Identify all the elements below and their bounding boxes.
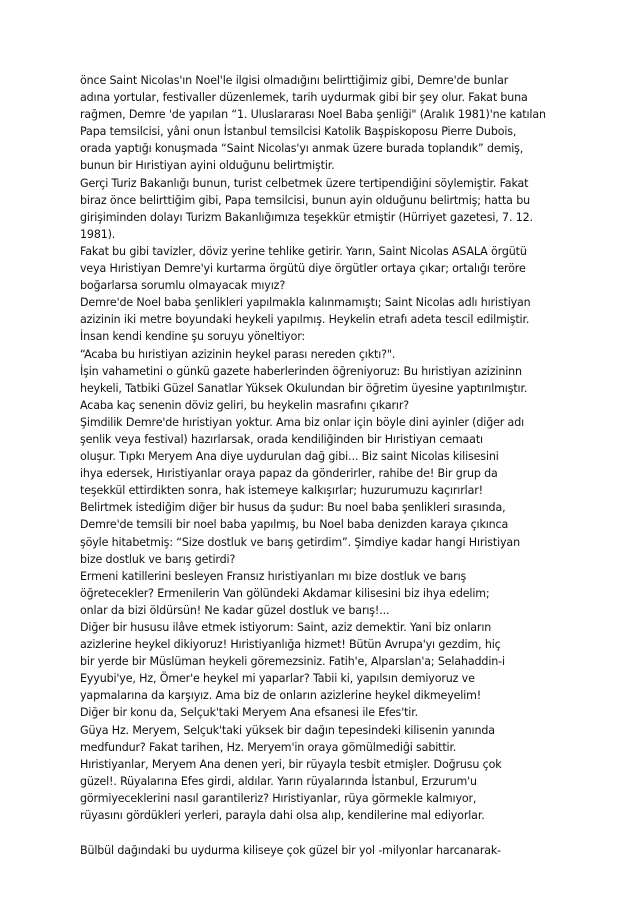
final-line: Bülbül dağındaki bu uydurma kiliseye çok güzel bir yol -milyonlar harcanarak- — [80, 843, 502, 857]
document-page — [80, 72, 566, 859]
text-line: görmiyeceklerini nasıl garantileriz? Hıristiyanlar, rüya görmekle kalmıyor, — [80, 791, 477, 805]
text-line: heykeli, Tatbiki Güzel Sanatlar Yüksek Okulundan bir öğretim üyesine yaptırılmıştır. — [80, 381, 528, 395]
text-line: önce Saint Nicolas'ın Noel'le ilgisi olmadığını belirttiğimiz gibi, Demre'de bunlar — [80, 74, 509, 87]
text-line: İnsan kendi kendine şu soruyu yöneltiyor: — [80, 330, 306, 344]
text-line: azizlerine heykel dikiyoruz! Hıristiyanlığa hizmet! Bütün Avrupa'yı gezdim, hiç — [80, 638, 501, 652]
document-body — [80, 72, 566, 824]
text-line: Acaba kaç senenin döviz geliri, bu heykelin masrafını çıkarır? — [80, 398, 409, 412]
text-line: bize dostluk ve barış getirdi? — [80, 552, 236, 566]
text-line: Papa temsilcisi, yâni onun İstanbul temsilcisi Katolik Başpiskoposu Pierre Dubois, — [80, 125, 517, 139]
text-line: rüyasını gördükleri yerleri, parayla dahi olsa alıp, kendilerine mal ediyorlar. — [80, 809, 485, 823]
text-line: girişiminden dolayı Turizm Bakanlığımıza teşekkür etmiştir (Hürriyet gazetesi, 7. 12. — [80, 210, 533, 224]
text-line: medfundur? Fakat tarihen, Hz. Meryem'in oraya gömülmediği sabittir. — [80, 740, 457, 754]
text-line: Belirtmek istediğim diğer bir husus da şudur: Bu noel baba şenlikleri sırasında, — [80, 501, 506, 515]
text-line: orada yaptığı konuşmada “Saint Nicolas'yı anmak üzere burada toplandık” demiş, — [80, 142, 524, 156]
paragraph-gap — [80, 824, 566, 842]
text-line: Güya Hz. Meryem, Selçuk'taki yüksek bir dağın tepesindeki kilisenin yanında — [80, 723, 495, 737]
text-line: Diğer bir hususu ilâve etmek istiyorum: Saint, aziz demektir. Yani biz onların — [80, 621, 492, 634]
text-line: bir yerde bir Müslüman heykeli göremezsiniz. Fatih'e, Alparslan'a; Selahaddin-i — [80, 655, 505, 669]
text-line: Eyyubi'ye, Hz, Ömer'e heykel mi yaparlar? Tabii ki, yapılsın demiyoruz ve — [80, 672, 475, 686]
text-line: Şimdilik Demre'de hıristiyan yoktur. Ama biz onlar için böyle dini ayinler (diğer adı — [80, 415, 525, 429]
text-line: bunun bir Hıristiyan ayini olduğunu belirtmiştir. — [80, 159, 335, 173]
text-line: biraz önce belirttiğim gibi, Papa temsilcisi, bunun ayin olduğunu belirtmiş; hatta bu — [80, 193, 530, 207]
text-line: oluşur. Tıpkı Meryem Ana diye uydurulan dağ gibi... Biz saint Nicolas kilisesini — [80, 450, 499, 464]
text-line: güzel!. Rüyalarına Efes girdi, aldılar. Yarın rüyalarında İstanbul, Erzurum'u — [80, 774, 477, 788]
text-line: rağmen, Demre 'de yapılan “1. Uluslararası Noel Baba şenliği" (Aralık 1981)'ne katılan — [80, 108, 546, 122]
text-line: ihya edersek, Hıristiyanlar oraya papaz da gönderirler, rahibe de! Bir grup da — [80, 467, 498, 481]
text-line: “Acaba bu hıristiyan azizinin heykel parası nereden çıktı?". — [80, 347, 396, 361]
text-line: 1981). — [80, 227, 116, 241]
text-line: azizinin iki metre boyundaki heykeli yapılmış. Heykelin etrafı adeta tescil edilmiştir. — [80, 313, 530, 327]
text-line: öğretecekler? Ermenilerin Van gölündeki Akdamar kilisesini biz ihya edelim; — [80, 586, 490, 600]
text-line: Hıristiyanlar, Meryem Ana denen yeri, bir rüyayla tesbit etmişler. Doğrusu çok — [80, 757, 502, 771]
text-line: Demre'de Noel baba şenlikleri yapılmakla kalınmamıştı; Saint Nicolas adlı hıristiyan — [80, 296, 531, 310]
text-line: şöyle hitabetmiş: “Size dostluk ve barış getirdim”. Şimdiye kadar hangi Hıristiyan — [80, 535, 520, 549]
text-line: Fakat bu gibi tavizler, döviz yerine tehlike getirir. Yarın, Saint Nicolas ASALA örgütü — [80, 244, 527, 258]
text-line: Ermeni katillerini besleyen Fransız hıristiyanları mı bize dostluk ve barış — [80, 569, 467, 583]
text-line: yapmalarına da karşıyız. Ama biz de onların azizlerine heykel dikmeyelim! — [80, 689, 482, 703]
text-line: Diğer bir konu da, Selçuk'taki Meryem Ana efsanesi ile Efes'tir. — [80, 706, 418, 720]
text-line: teşekkül ettirdikten sonra, hak istemeye kalkışırlar; huzurumuzu kaçırırlar! — [80, 484, 483, 498]
text-line: Demre'de temsili bir noel baba yapılmış, bu Noel baba denizden karaya çıkınca — [80, 518, 509, 532]
text-line: boğarlarsa sorumlu olmayacak mıyız? — [80, 279, 286, 293]
text-line: veya Hıristiyan Demre'yi kurtarma örgütü diye örgütler ortaya çıkar; ortalığı teröre — [80, 262, 526, 276]
text-line: Gerçi Turiz Bakanlığı bunun, turist celbetmek üzere tertipendiğini söylemiştir. Fakat — [80, 176, 529, 190]
text-line: İşin vahametini o günkü gazete haberlerinden öğreniyoruz: Bu hıristiyan azizininn — [80, 364, 522, 378]
text-line: onlar da bizi öldürsün! Ne kadar güzel dostluk ve barış!... — [80, 603, 390, 617]
text-line: adına yortular, festivaller düzenlemek, tarih uydurmak gibi bir şey olur. Fakat buna — [80, 91, 528, 105]
text-line: şenlik veya festival) hazırlarsak, orada kendiliğinden bir Hıristiyan cemaatı — [80, 432, 483, 446]
